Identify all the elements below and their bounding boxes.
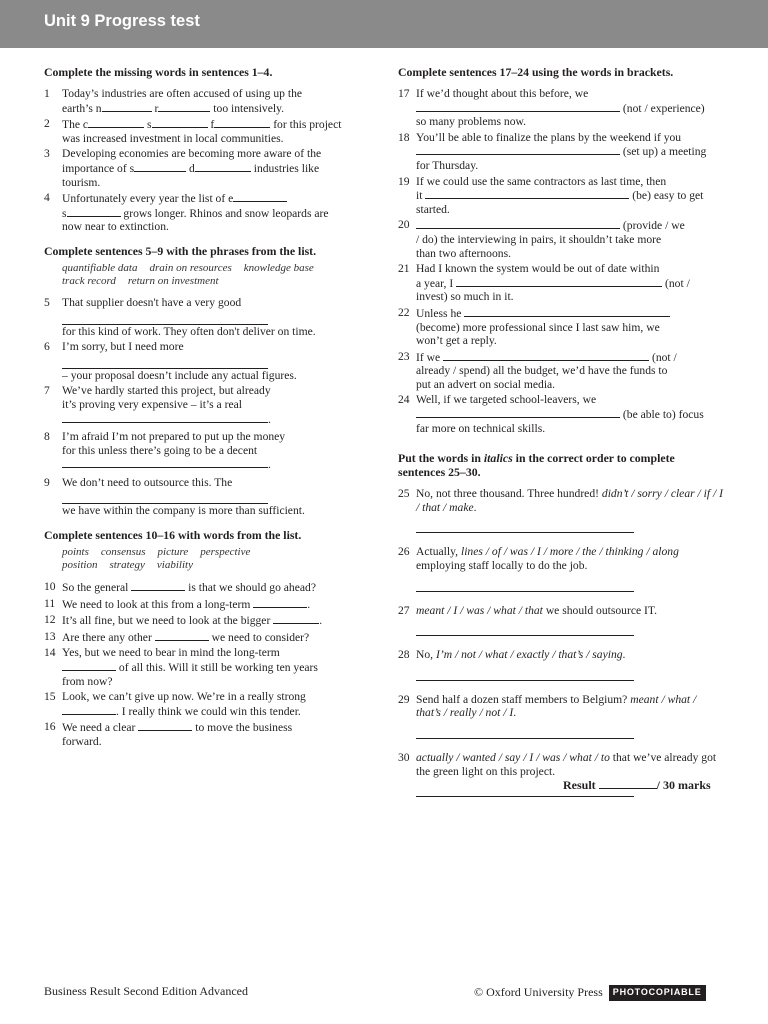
question-25: 25 No, not three thousand. Three hundred! didn’t / sorry / clear / if / I / that / make. xyxy=(398,487,724,543)
answer-blank[interactable] xyxy=(195,161,251,172)
question-6: 6 I’m sorry, but I need more – your proposal doesn’t include any actual figures. xyxy=(44,340,297,382)
answer-blank[interactable] xyxy=(416,218,620,229)
answer-blank[interactable] xyxy=(253,597,307,608)
page-title: Unit 9 Progress test xyxy=(44,12,200,30)
answer-blank[interactable] xyxy=(416,407,620,418)
question-24: 24 Well, if we targeted school-leavers, we (be able to) focus far more on technical skills. xyxy=(398,393,704,435)
score-blank[interactable] xyxy=(599,778,657,789)
answer-blank[interactable] xyxy=(416,101,620,112)
word-list: points consensus picture perspective position strategy viability xyxy=(62,546,251,572)
answer-line[interactable] xyxy=(416,668,634,681)
question-18: 18 You’ll be able to finalize the plans by the weekend if you (set up) a meeting for Thursday. xyxy=(398,130,707,172)
question-12: 12 It’s all fine, but we need to look at the bigger . xyxy=(44,613,323,628)
page-header xyxy=(0,0,768,48)
question-11: 11 We need to look at this from a long-term . xyxy=(44,596,311,611)
answer-blank[interactable] xyxy=(62,457,268,468)
answer-blank[interactable] xyxy=(62,489,268,504)
question-14: 14 Yes, but we need to bear in mind the long-term of all this. Will it still be working ten years from now? xyxy=(44,646,318,688)
answer-line[interactable] xyxy=(416,579,634,592)
answer-line[interactable] xyxy=(416,726,634,739)
footer-publisher: © Oxford University Press PHOTOCOPIABLE xyxy=(474,985,706,1001)
question-29: 29 Send half a dozen staff members to Belgium? meant / what / that’s / really / not / I. xyxy=(398,693,724,749)
question-23: 23 If we (not / already / spend) all the budget, we’d have the funds to put an advert on social media. xyxy=(398,349,677,391)
question-7: 7 We’ve hardly started this project, but already it’s proving very expensive – it’s a real . xyxy=(44,384,271,426)
answer-blank[interactable] xyxy=(464,306,670,317)
result-score: Result / 30 marks xyxy=(563,778,711,792)
question-2: 2 The c s f for this project was increased investment in local communities. xyxy=(44,117,342,145)
answer-blank[interactable] xyxy=(62,660,116,671)
answer-blank[interactable] xyxy=(62,310,268,325)
question-19: 19 If we could use the same contractors as last time, then it (be) easy to get started. xyxy=(398,174,704,216)
answer-blank[interactable] xyxy=(158,101,210,112)
question-22: 22 Unless he (become) more professional since I last saw him, we won’t get a reply. xyxy=(398,306,724,348)
question-20: 20 (provide / we / do) the interviewing in pairs, it shouldn’t take more than two afternoons. xyxy=(398,218,685,260)
question-5: 5 That supplier doesn't have a very good for this kind of work. They often don't deliver on time. xyxy=(44,295,316,338)
footer-book-title: Business Result Second Edition Advanced xyxy=(44,984,248,998)
answer-blank[interactable] xyxy=(102,101,152,112)
answer-line[interactable] xyxy=(416,520,634,533)
answer-blank[interactable] xyxy=(88,117,144,128)
phrase-list: quantifiable data drain on resources knowledge base track record return on investment xyxy=(62,261,314,287)
question-26: 26 Actually, lines / of / was / I / more / the / thinking / along employing staff locally to do the job. xyxy=(398,545,724,601)
question-9: 9 We don’t need to outsource this. The we have within the company is more than sufficient. xyxy=(44,475,305,518)
question-21: 21 Had I known the system would be out of date within a year, I (not / invest) so much in it. xyxy=(398,262,690,304)
answer-blank[interactable] xyxy=(62,412,268,423)
answer-blank[interactable] xyxy=(425,188,629,199)
answer-blank[interactable] xyxy=(62,704,116,715)
answer-blank[interactable] xyxy=(155,630,209,641)
answer-blank[interactable] xyxy=(138,720,192,731)
answer-blank[interactable] xyxy=(134,161,186,172)
section-heading-3: Complete sentences 10–16 with words from the list. xyxy=(44,528,302,543)
answer-blank[interactable] xyxy=(233,191,287,202)
section-heading-4: Complete sentences 17–24 using the words in brackets. xyxy=(398,65,674,79)
answer-blank[interactable] xyxy=(443,350,649,361)
answer-blank[interactable] xyxy=(62,354,268,369)
question-30: 30 actually / wanted / say / I / was / what / to that we’ve already got the green light on this project. xyxy=(398,751,724,807)
answer-blank[interactable] xyxy=(67,206,121,217)
question-1: 1 Today’s industries are often accused of using up the earth’s n r too intensively. xyxy=(44,87,303,115)
left-column xyxy=(44,65,370,751)
question-10: 10 So the general is that we should go ahead? xyxy=(44,580,316,595)
question-4: 4 Unfortunately every year the list of e s grows longer. Rhinos and snow leopards are now near to extinction. xyxy=(44,191,329,234)
question-15: 15 Look, we can’t give up now. We’re in a really strong . I really think we could win this tender. xyxy=(44,690,306,718)
question-27: 27 meant / I / was / what / that we should outsource IT. xyxy=(398,604,724,647)
answer-line[interactable] xyxy=(416,623,634,636)
section-heading-5: Put the words in italics in the correct order to complete sentences 25–30. xyxy=(398,451,675,480)
answer-blank[interactable] xyxy=(131,580,185,591)
question-28: 28 No, I’m / not / what / exactly / that’s / saying. xyxy=(398,648,724,691)
section-heading-2: Complete sentences 5–9 with the phrases from the list. xyxy=(44,243,317,258)
answer-blank[interactable] xyxy=(214,117,270,128)
answer-blank[interactable] xyxy=(456,276,662,287)
right-column xyxy=(398,65,724,809)
question-3: 3 Developing economies are becoming more aware of the importance of s d industries like tourism. xyxy=(44,147,322,189)
answer-blank[interactable] xyxy=(273,613,319,624)
answer-blank[interactable] xyxy=(152,117,208,128)
question-17: 17 If we’d thought about this before, we (not / experience) so many problems now. xyxy=(398,87,705,129)
question-13: 13 Are there any other we need to consider? xyxy=(44,629,310,644)
question-16: 16 We need a clear to move the business forward. xyxy=(44,720,293,748)
photocopiable-badge: PHOTOCOPIABLE xyxy=(609,985,706,1001)
answer-blank[interactable] xyxy=(416,144,620,155)
section-heading-1: Complete the missing words in sentences 1–4. xyxy=(44,65,273,79)
question-8: 8 I’m afraid I’m not prepared to put up the money for this unless there’s going to be a decent . xyxy=(44,430,286,472)
